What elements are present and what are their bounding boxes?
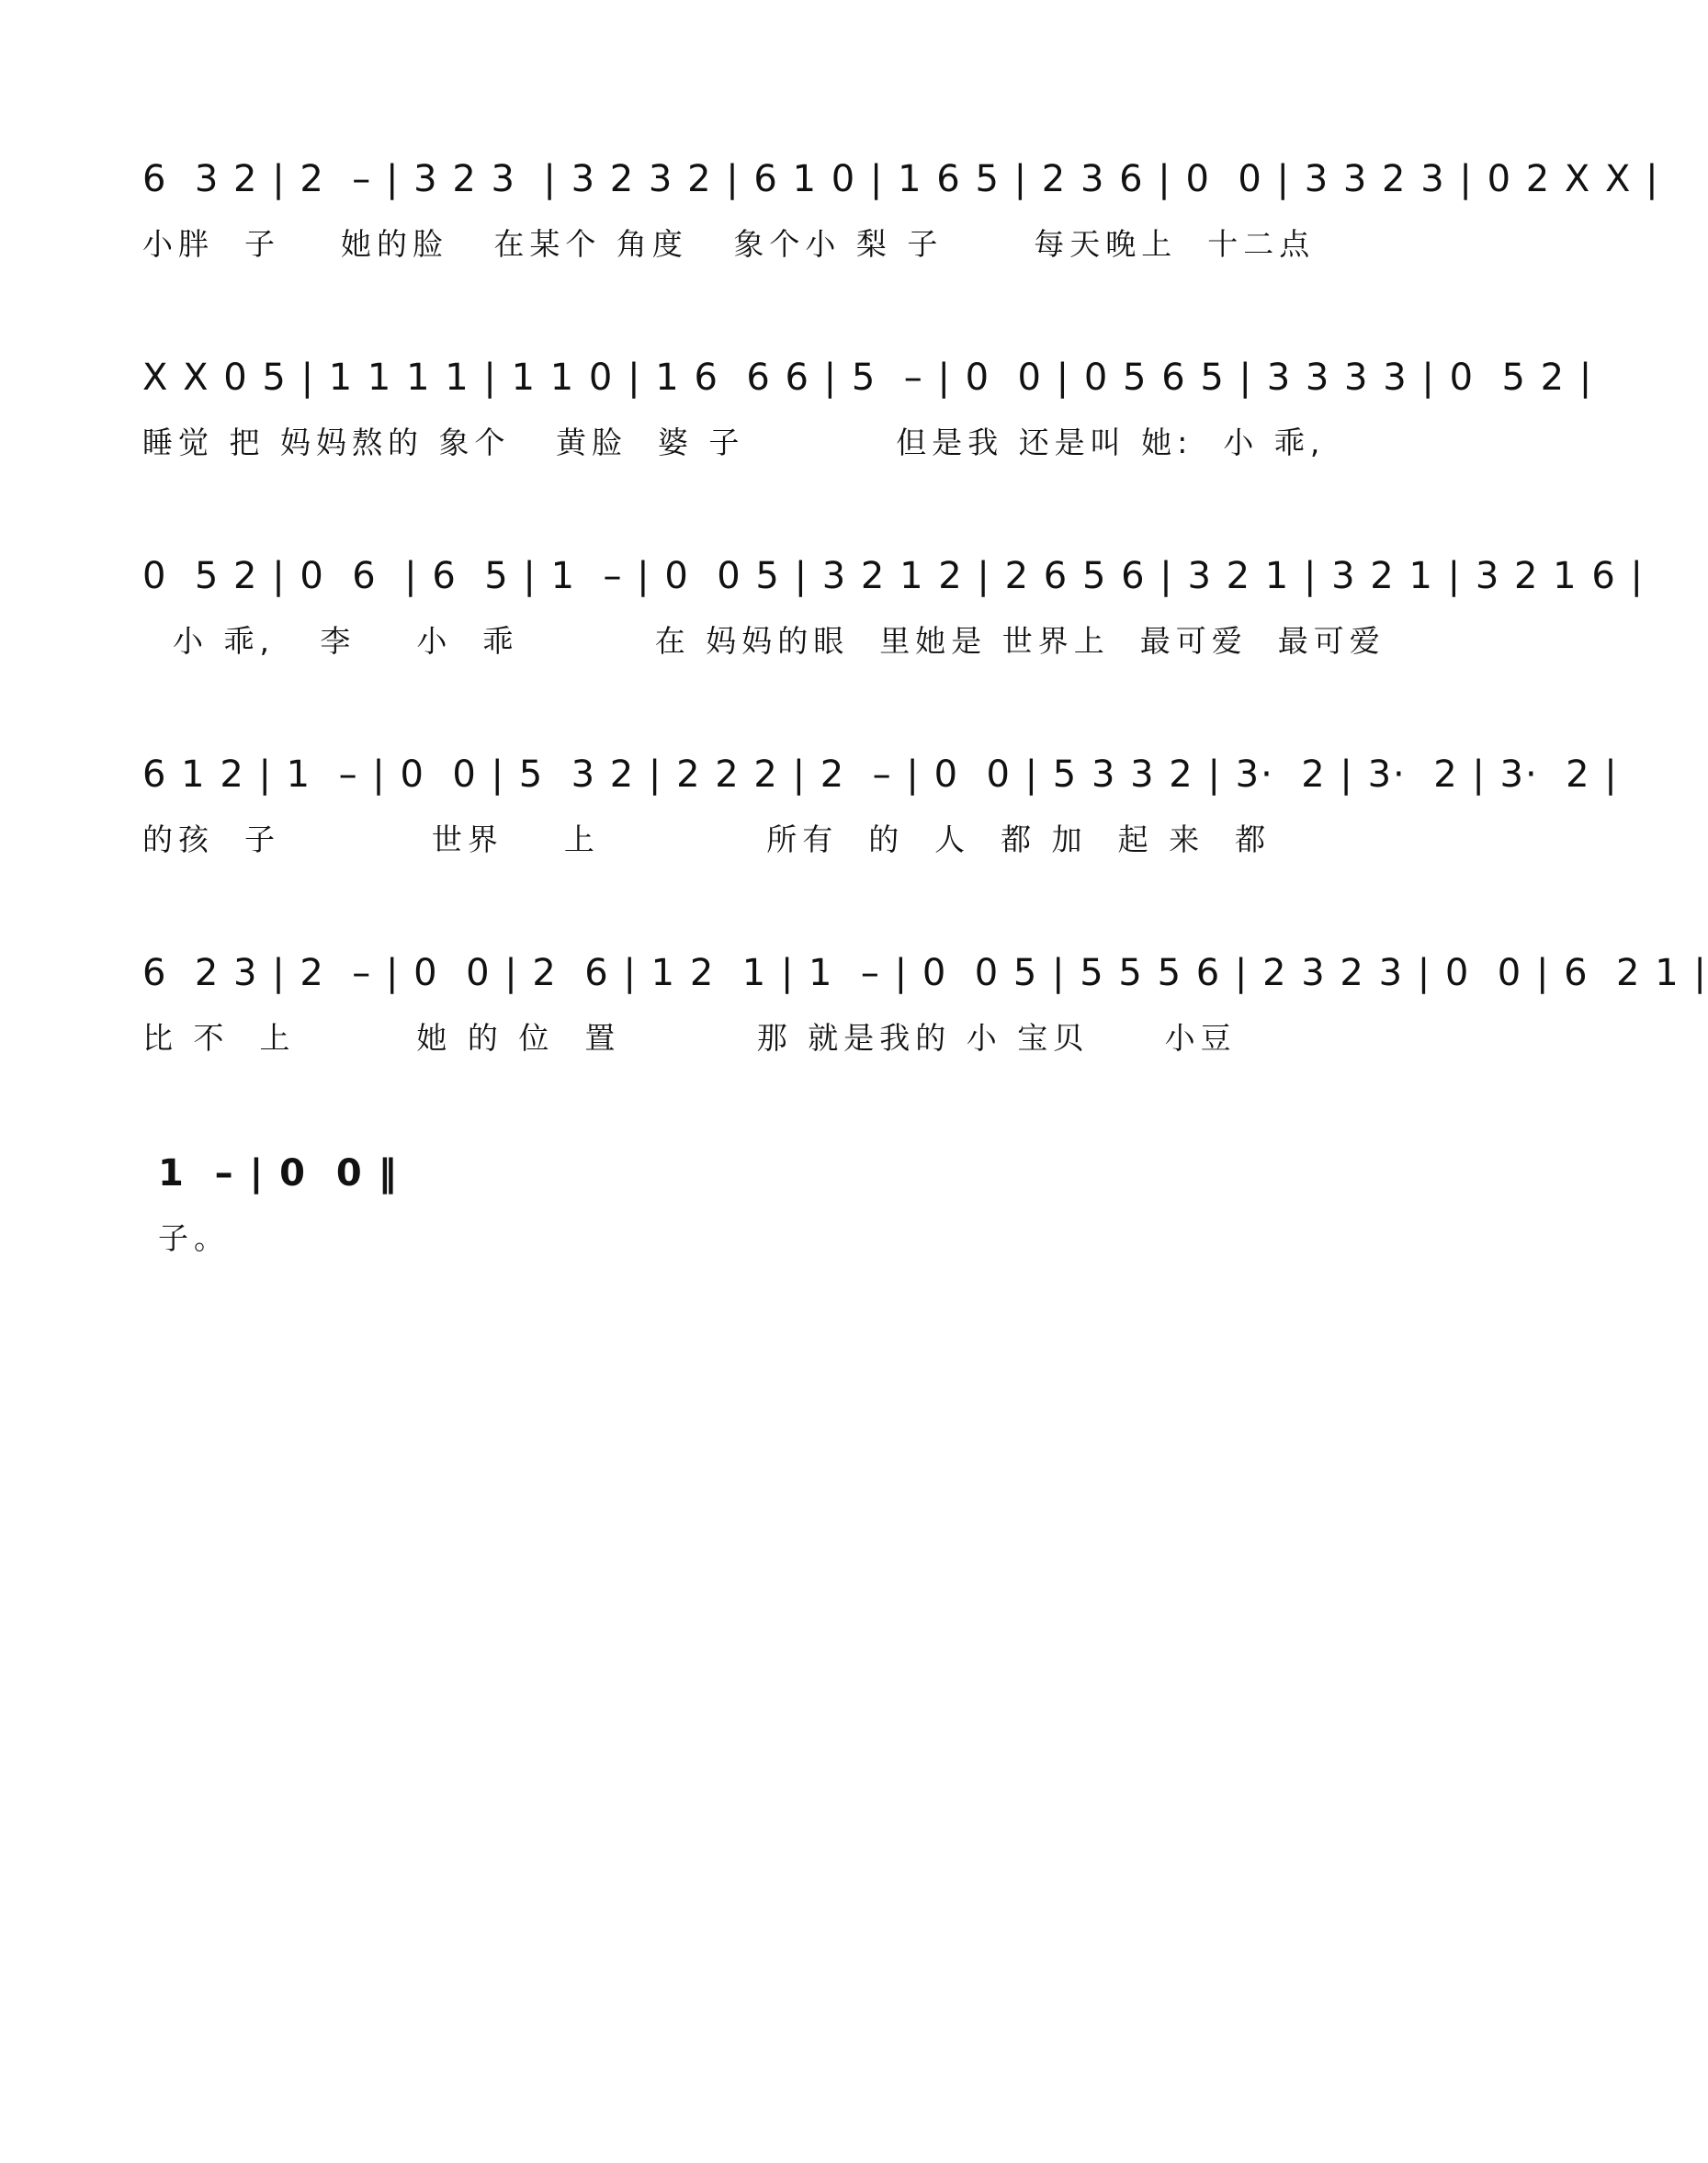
score-system-5 <box>142 952 1708 1127</box>
note-line: 0 5 2 | 0 6 | 6 5 | 1 – | 0 0 5 | 3 2 1 2 | 2 6 5 6 | 3 2 1 | 3 2 1 | 3 2 1 6 | <box>142 555 1645 597</box>
score-system-6 <box>158 1152 1371 1327</box>
score-system-3 <box>142 555 1645 730</box>
lyric-line: 子。 <box>158 1220 230 1256</box>
note-line: X X 0 5 | 1 1 1 1 | 1 1 0 | 1 6 6 6 | 5 – | 0 0 | 0 5 6 5 | 3 3 3 3 | 0 5 2 | <box>142 357 1594 399</box>
lyric-line: 小胖 子 她的脸 在某个 角度 象个小 梨 子 每天晚上 十二点 <box>142 226 1316 262</box>
lyric-line: 小 乖, 李 小 乖 在 妈妈的眼 里她是 世界上 最可爱 最可爱 <box>142 623 1386 659</box>
score-system-2 <box>142 357 1594 531</box>
note-line: 6 2 3 | 2 – | 0 0 | 2 6 | 1 2 1 | 1 – | 0 0 5 | 5 5 5 6 | 2 3 2 3 | 0 0 | 6 2 1 | <box>142 952 1708 994</box>
note-line: 1 – | 0 0 ‖ <box>158 1152 399 1195</box>
note-line: 6 1 2 | 1 – | 0 0 | 5 3 2 | 2 2 2 | 2 – | 0 0 | 5 3 3 2 | 3· 2 | 3· 2 | 3· 2 | <box>142 753 1619 796</box>
score-system-1 <box>142 158 1660 333</box>
lyric-line: 睡觉 把 妈妈熬的 象个 黄脸 婆 子 但是我 还是叫 她: 小 乖, <box>142 425 1326 460</box>
score-system-4 <box>142 753 1619 928</box>
note-line: 6 3 2 | 2 – | 3 2 3 | 3 2 3 2 | 6 1 0 | 1 6 5 | 2 3 6 | 0 0 | 3 3 2 3 | 0 2 X X | <box>142 158 1660 200</box>
lyric-line: 的孩 子 世界 上 所有 的 人 都 加 起 来 都 <box>142 821 1272 857</box>
lyric-line: 比 不 上 她 的 位 置 那 就是我的 小 宝贝 小豆 <box>142 1020 1237 1056</box>
